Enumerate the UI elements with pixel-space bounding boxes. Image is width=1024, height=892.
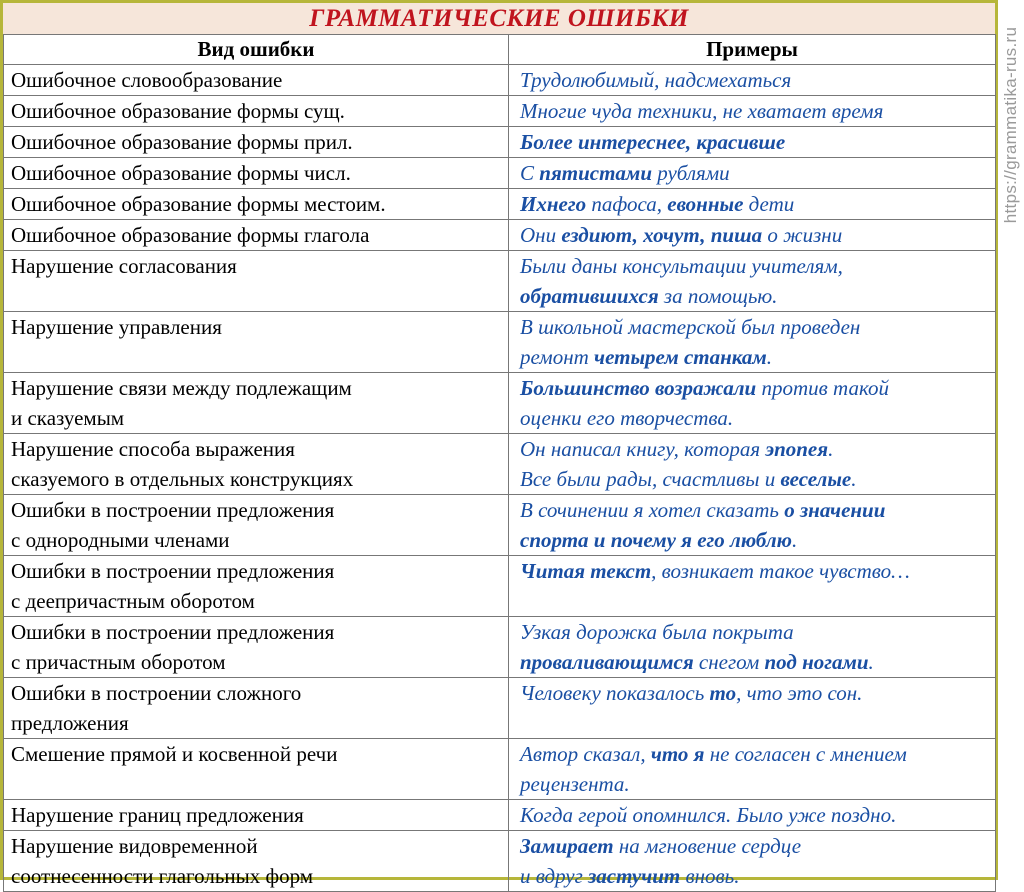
example-text-fragment: против такой — [756, 376, 889, 400]
example-error-fragment: о значении — [784, 498, 886, 522]
example-cell — [509, 189, 996, 220]
example-text-fragment: . — [828, 437, 834, 461]
example-text-fragment: и вдруг — [520, 864, 589, 888]
table-row — [4, 831, 996, 892]
example-text-fragment: . — [791, 528, 798, 552]
example-text-fragment: рецензента. — [520, 772, 630, 796]
example-text-fragment: , возникает такое чувство… — [651, 559, 910, 583]
example-error-fragment: четырем станкам — [594, 345, 767, 369]
error-type-cell — [4, 434, 509, 495]
table-row — [4, 434, 996, 495]
error-type-cell — [4, 831, 509, 892]
example-text-fragment: Трудолюбимый, надсмехаться — [520, 68, 792, 92]
example-line — [520, 739, 991, 769]
example-cell — [509, 158, 996, 189]
error-type-cell — [4, 96, 509, 127]
table-row — [4, 495, 996, 556]
example-line — [520, 678, 991, 708]
watermark — [998, 0, 1024, 250]
table-header-row — [4, 35, 996, 65]
error-type-line: Нарушение границ предложения — [11, 803, 304, 827]
table-row — [4, 312, 996, 373]
example-text-fragment: на мгновение сердце — [613, 834, 802, 858]
error-type-line: Ошибки в построении сложного — [11, 681, 302, 705]
error-type-line: Ошибочное образование формы прил. — [11, 130, 353, 154]
example-cell — [509, 251, 996, 312]
example-error-fragment: спорта и почему я его люблю — [520, 528, 792, 552]
example-cell — [509, 831, 996, 892]
example-error-fragment: Более интереснее, красивше — [520, 130, 786, 154]
example-cell — [509, 556, 996, 617]
error-type-cell — [4, 556, 509, 617]
example-line — [520, 312, 991, 342]
error-type-line: Нарушение управления — [11, 315, 222, 339]
example-error-fragment: обратившихся — [520, 284, 659, 308]
example-error-fragment: евонные — [667, 192, 744, 216]
example-cell — [509, 739, 996, 800]
error-type-line: предложения — [11, 711, 129, 735]
example-line — [520, 831, 991, 861]
error-type-line: Ошибочное словообразование — [11, 68, 283, 92]
example-line — [520, 861, 991, 891]
error-type-line: с однородными членами — [11, 528, 230, 552]
error-type-line: Нарушение связи между подлежащим — [11, 376, 352, 400]
example-cell — [509, 65, 996, 96]
example-text-fragment: . — [868, 650, 874, 674]
error-type-cell — [4, 251, 509, 312]
example-line — [520, 403, 991, 433]
table-row — [4, 96, 996, 127]
example-line — [520, 800, 991, 830]
example-error-fragment: что я — [650, 742, 705, 766]
error-type-cell — [4, 495, 509, 556]
example-cell — [509, 220, 996, 251]
error-type-cell — [4, 312, 509, 373]
error-type-cell — [4, 158, 509, 189]
example-text-fragment: В школьной мастерской был проведен — [520, 315, 861, 339]
example-text-fragment: о жизни — [762, 223, 843, 247]
example-text-fragment: . — [766, 345, 773, 369]
example-text-fragment: ремонт — [520, 345, 595, 369]
example-text-fragment: Все были рады, счастливы и — [520, 467, 781, 491]
error-type-line: сказуемого в отдельных конструкциях — [11, 467, 354, 491]
example-error-fragment: Ихнего — [520, 192, 587, 216]
table-row — [4, 127, 996, 158]
watermark-text: https://grammatika-rus.ru — [1001, 26, 1020, 224]
error-type-line: Нарушение способа выражения — [11, 437, 295, 461]
example-line — [520, 617, 991, 647]
error-type-line: соотнесенности глагольных форм — [11, 864, 314, 888]
header-error-type: Вид ошибки — [4, 35, 509, 65]
example-line — [520, 525, 991, 555]
example-error-fragment: то — [709, 681, 737, 705]
example-text-fragment: Многие чуда техники, не хватает время — [520, 99, 884, 123]
example-text-fragment: оценки его творчества. — [520, 406, 734, 430]
error-type-line: Смешение прямой и косвенной речи — [11, 742, 338, 766]
example-error-fragment: веселые — [780, 467, 852, 491]
table-row — [4, 251, 996, 312]
error-type-cell — [4, 678, 509, 739]
example-error-fragment: Замирает — [520, 834, 614, 858]
error-type-cell — [4, 373, 509, 434]
example-error-fragment: Читая текст — [520, 559, 652, 583]
example-cell — [509, 495, 996, 556]
table-row — [4, 373, 996, 434]
table-body — [4, 65, 996, 892]
example-cell — [509, 312, 996, 373]
error-type-line: Нарушение согласования — [11, 254, 237, 278]
example-text-fragment: , что это сон. — [736, 681, 863, 705]
example-line — [520, 281, 991, 311]
error-type-line: с деепричастным оборотом — [11, 589, 255, 613]
example-line — [520, 434, 991, 464]
table-row — [4, 189, 996, 220]
example-text-fragment: рублями — [652, 161, 730, 185]
example-text-fragment: дети — [743, 192, 795, 216]
error-type-line: Ошибочное образование формы глагола — [11, 223, 370, 247]
example-line — [520, 647, 991, 677]
error-type-line: Ошибочное образование формы числ. — [11, 161, 351, 185]
example-line — [520, 220, 991, 250]
example-error-fragment: ездиют, хочут, пиша — [561, 223, 763, 247]
example-error-fragment: пятистами — [539, 161, 652, 185]
example-text-fragment: Были даны консультации учителям, — [520, 254, 843, 278]
table-row — [4, 678, 996, 739]
example-cell — [509, 800, 996, 831]
header-examples: Примеры — [509, 35, 996, 65]
example-error-fragment: Большинство возражали — [520, 376, 757, 400]
table-row — [4, 617, 996, 678]
table-row — [4, 65, 996, 96]
error-type-cell — [4, 189, 509, 220]
example-error-fragment: застучит — [588, 864, 681, 888]
example-line — [520, 495, 991, 525]
error-type-line: Ошибочное образование формы местоим. — [11, 192, 386, 216]
error-type-cell — [4, 65, 509, 96]
example-error-fragment: эпопея — [765, 437, 829, 461]
table-row — [4, 220, 996, 251]
error-type-cell — [4, 220, 509, 251]
error-type-cell — [4, 127, 509, 158]
table-row — [4, 556, 996, 617]
example-cell — [509, 617, 996, 678]
example-line — [520, 373, 991, 403]
example-line — [520, 342, 991, 372]
example-line — [520, 769, 991, 799]
table-row — [4, 158, 996, 189]
example-cell — [509, 434, 996, 495]
example-text-fragment: В сочинении я хотел сказать — [520, 498, 785, 522]
error-type-line: Ошибки в построении предложения — [11, 620, 335, 644]
error-type-cell — [4, 739, 509, 800]
example-text-fragment: за помощью. — [658, 284, 778, 308]
example-text-fragment: . — [851, 467, 857, 491]
table-row — [4, 739, 996, 800]
error-type-line: Нарушение видовременной — [11, 834, 258, 858]
example-line — [520, 189, 991, 219]
example-line — [520, 127, 991, 157]
error-type-line: с причастным оборотом — [11, 650, 226, 674]
page-title: ГРАММАТИЧЕСКИЕ ОШИБКИ — [3, 3, 995, 35]
error-type-cell — [4, 800, 509, 831]
errors-table — [3, 34, 996, 892]
example-text-fragment: Они — [520, 223, 562, 247]
example-text-fragment: С — [520, 161, 540, 185]
example-text-fragment: Узкая дорожка была покрыта — [520, 620, 794, 644]
example-line — [520, 65, 991, 95]
example-text-fragment: не согласен с мнением — [704, 742, 907, 766]
example-line — [520, 251, 991, 281]
error-type-line: Ошибки в построении предложения — [11, 498, 335, 522]
example-line — [520, 96, 991, 126]
error-type-line: и сказуемым — [11, 406, 125, 430]
table-row — [4, 800, 996, 831]
example-text-fragment: Человеку показалось — [520, 681, 710, 705]
error-type-cell — [4, 617, 509, 678]
example-error-fragment: проваливающимся — [520, 650, 694, 674]
example-text-fragment: Автор сказал, — [520, 742, 651, 766]
example-text-fragment: вновь. — [680, 864, 740, 888]
example-line — [520, 158, 991, 188]
example-line — [520, 556, 991, 586]
example-line — [520, 464, 991, 494]
error-type-line: Ошибки в построении предложения — [11, 559, 335, 583]
example-cell — [509, 373, 996, 434]
example-error-fragment: под ногами — [764, 650, 869, 674]
example-cell — [509, 96, 996, 127]
example-cell — [509, 678, 996, 739]
example-text-fragment: Он написал книгу, которая — [520, 437, 766, 461]
example-text-fragment: снегом — [693, 650, 765, 674]
example-text-fragment: пафоса, — [586, 192, 668, 216]
example-text-fragment: Когда герой опомнился. Было уже поздно. — [520, 803, 897, 827]
error-type-line: Ошибочное образование формы сущ. — [11, 99, 345, 123]
example-cell — [509, 127, 996, 158]
